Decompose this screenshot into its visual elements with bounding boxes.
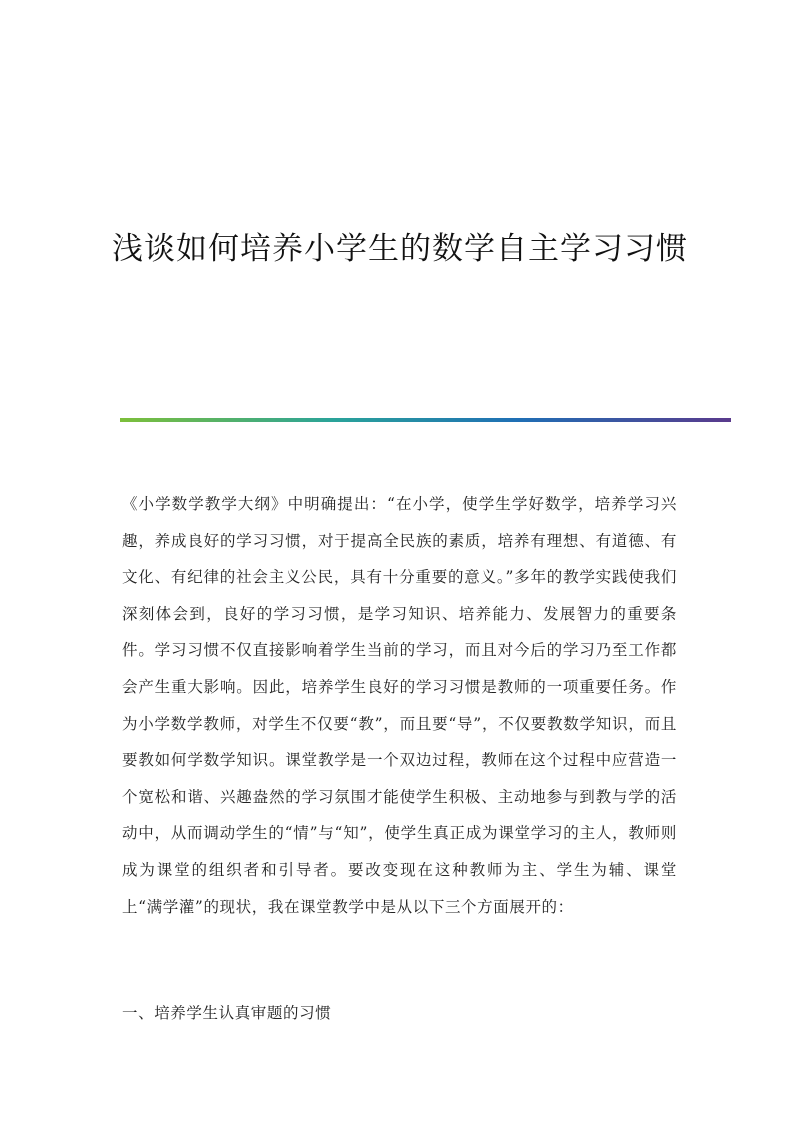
body-paragraph: 《小学数学教学大纲》中明确提出：“在小学，使学生学好数学，培养学习兴趣，养成良好的学习习惯，对于提高全民族的素质，培养有理想、有道德、有文化、有纪律的社会主义公民，具有十分重要的意义。”多年的教学实践使我们深刻体会到，良好的学习习惯，是学习知识、培养能力、发展智力的重要条件。学习习惯不仅直接影响着学生当前的学习，而且对今后的学习乃至工作都会产生重大影响。因此，培养学生良好的学习习惯是教师的一项重要任务。作为小学数学教师，对学生不仅要“教”，而且要“导”，不仅要教数学知识，而且要教如何学数学知识。课堂教学是一个双边过程，教师在这个过程中应营造一个宽松和谐、兴趣盎然的学习氛围才能使学生积极、主动地参与到教与学的活动中，从而调动学生的“情”与“知”，使学生真正成为课堂学习的主人，教师则成为课堂的组织者和引导者。要改变现在这种教师为主、学生为辅、课堂上“满学灌”的现状，我在课堂教学中是从以下三个方面展开的： <box>122 495 677 916</box>
document-title: 浅谈如何培养小学生的数学自主学习习惯 <box>112 230 688 267</box>
section-heading: 一、培养学生认真审题的习惯 <box>122 1004 332 1022</box>
title-divider <box>120 418 731 422</box>
body-paragraph-block <box>122 486 677 925</box>
